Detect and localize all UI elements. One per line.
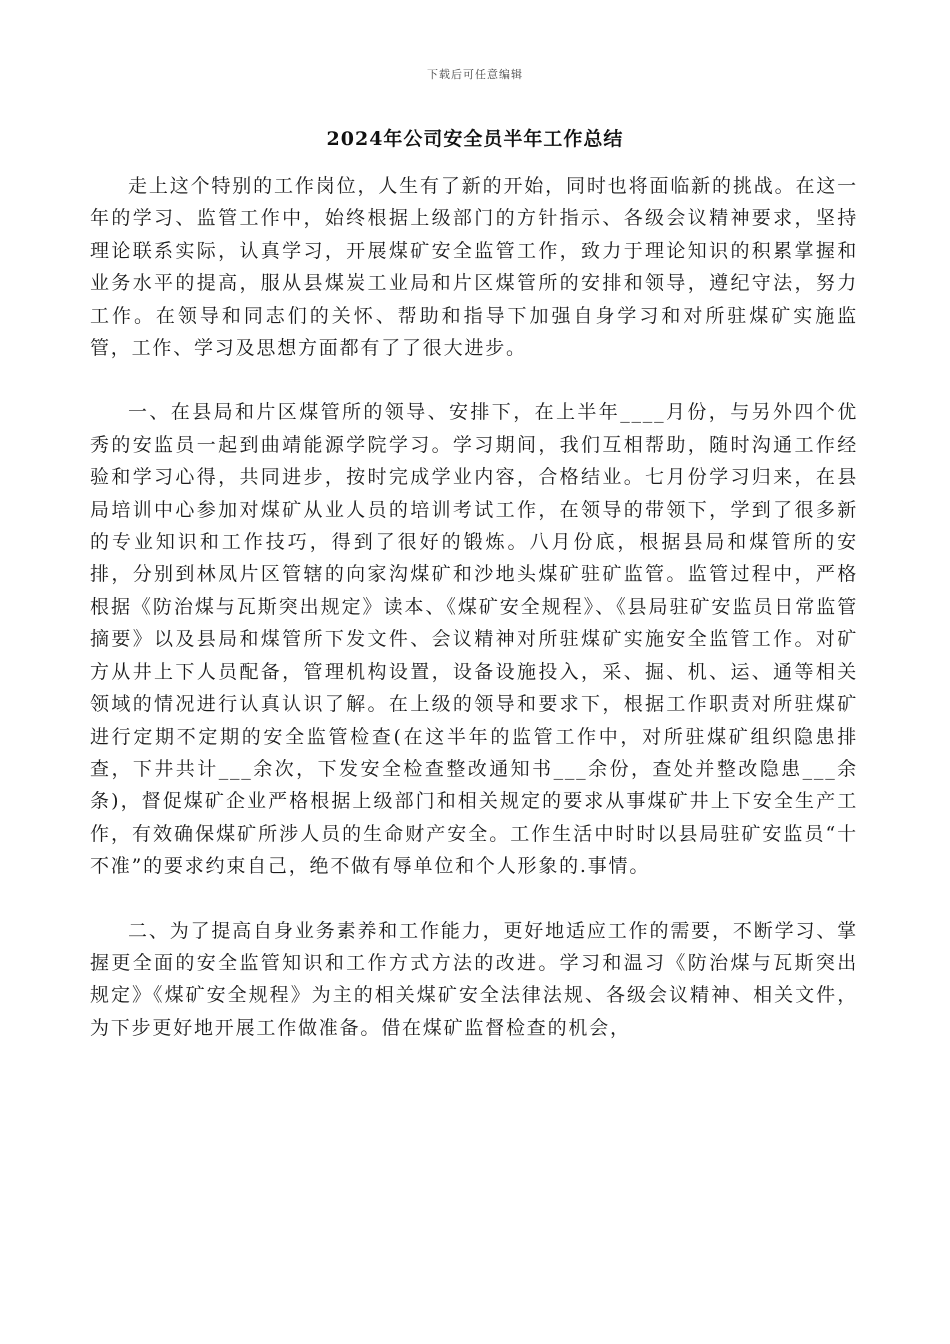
paragraph-section-one: 一、在县局和片区煤管所的领导、安排下，在上半年____月份，与另外四个优秀的安监员一起到曲靖能源学院学习。学习期间，我们互相帮助，随时沟通工作经验和学习心得，共同进步，按时完成学业内容，合格结业。七月份学习归来，在县局培训中心参加对煤矿从业人员的培训考试工作，在领导的带领下，学到了很多新的专业知识和工作技巧，得到了很好的锻炼。八月份底，根据县局和煤管所的安排，分别到林凤片区管辖的向家沟煤矿和沙地头煤矿驻矿监管。监管过程中，严格根据《防治煤与瓦斯突出规定》读本、《煤矿安全规程》、《县局驻矿安监员日常监管摘要》以及县局和煤管所下发文件、会议精神对所驻煤矿实施安全监管工作。对矿方从井上下人员配备，管理机构设置，设备设施投入，采、掘、机、运、通等相关领域的情况进行认真认识了解。在上级的领导和要求下，根据工作职责对所驻煤矿进行定期不定期的安全监管检查(在这半年的监管工作中，对所驻煤矿组织隐患排查，下井共计___余次，下发安全检查整改通知书___余份，查处并整改隐患___余条)，督促煤矿企业严格根据上级部门和相关规定的要求从事煤矿井上下安全生产工作，有效确保煤矿所涉人员的生命财产安全。工作生活中时时以县局驻矿安监员“十不准”的要求约束自己，绝不做有辱单位和个人形象的.事情。 <box>90 401 858 878</box>
header-note: 下载后可任意编辑 <box>427 68 523 81</box>
paragraph-intro: 走上这个特别的工作岗位，人生有了新的开始，同时也将面临新的挑战。在这一年的学习、监管工作中，始终根据上级部门的方针指示、各级会议精神要求，坚持理论联系实际，认真学习，开展煤矿安全监管工作，致力于理论知识的积累掌握和业务水平的提高，服从县煤炭工业局和片区煤管所的安排和领导，遵纪守法，努力工作。在领导和同志们的关怀、帮助和指导下加强自身学习和对所驻煤矿实施监管，工作、学习及思想方面都有了了很大进步。 <box>90 175 858 360</box>
document-title: 2024年公司安全员半年工作总结 <box>326 128 624 150</box>
document-body <box>90 170 858 1044</box>
paragraph-section-two: 二、为了提高自身业务素养和工作能力，更好地适应工作的需要，不断学习、掌握更全面的安全监管知识和工作方式方法的改进。学习和温习《防治煤与瓦斯突出规定》《煤矿安全规程》为主的相关煤矿安全法律法规、各级会议精神、相关文件，为下步更好地开展工作做准备。借在煤矿监督检查的机会， <box>90 919 858 1039</box>
